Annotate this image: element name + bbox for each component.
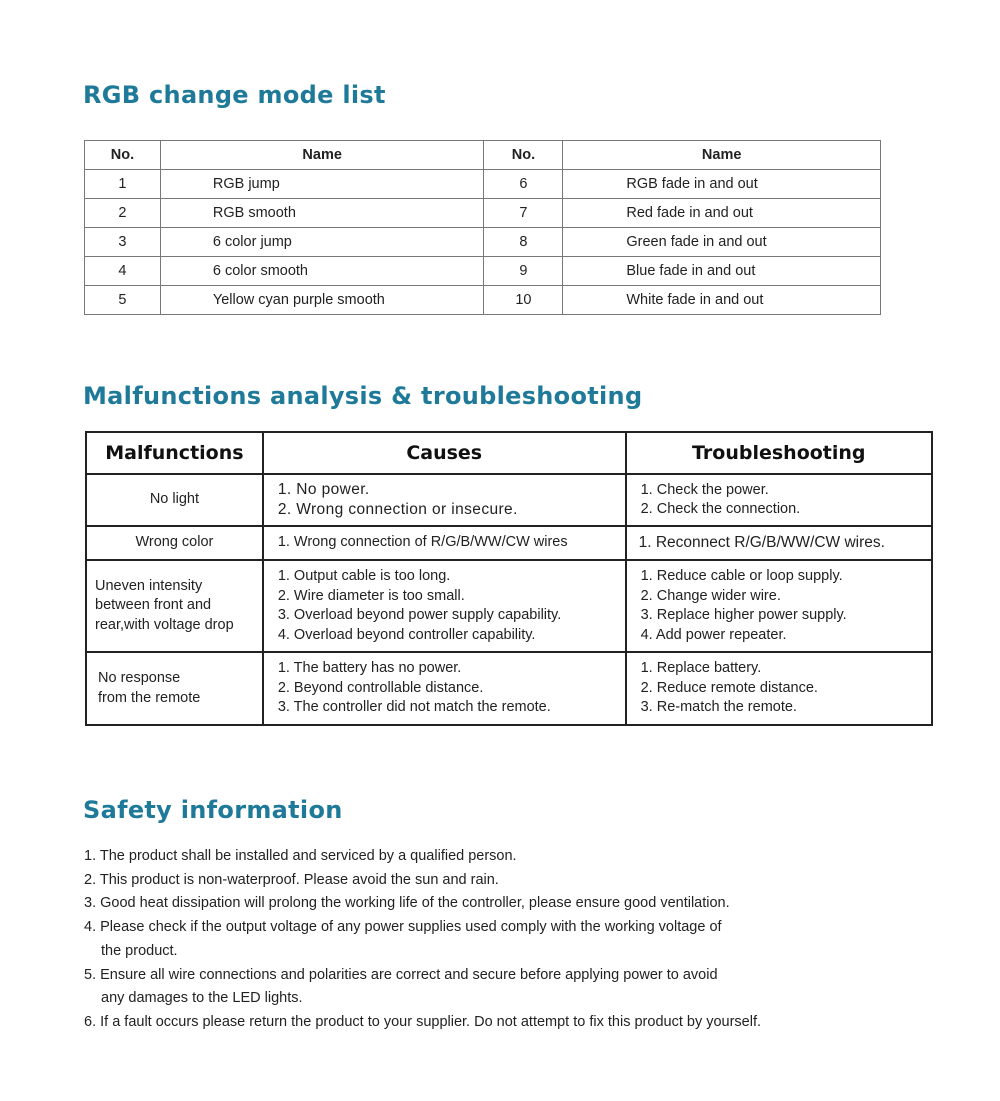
malfunction-cell <box>86 474 263 526</box>
mode-name: RGB jump <box>160 170 484 199</box>
malfunction-cell <box>86 560 263 652</box>
fix-cell <box>626 474 932 526</box>
list-item <box>84 1011 914 1035</box>
safety-text: 3. Good heat dissipation will prolong the working life of the controller, please ensure good ventilation. <box>84 895 730 912</box>
table-row <box>86 474 932 526</box>
table-header-row <box>85 141 881 170</box>
fix-text: 4. Add power repeater. <box>640 626 787 643</box>
cause-text: 1. Wrong connection of R/G/B/WW/CW wires <box>277 534 568 551</box>
fix-text: 3. Re-match the remote. <box>640 699 797 716</box>
mode-name: White fade in and out <box>563 286 881 315</box>
header-no: No. <box>484 141 563 170</box>
mode-name: RGB fade in and out <box>563 170 881 199</box>
malfunction-cell <box>86 652 263 725</box>
mode-name: 6 color jump <box>160 228 484 257</box>
table-row <box>85 257 881 286</box>
list-item <box>84 892 914 916</box>
malfunction-text: from the remote <box>98 689 201 706</box>
safety-title: Safety information <box>83 796 343 824</box>
table-row <box>85 228 881 257</box>
fix-cell <box>626 526 932 560</box>
fix-text: 2. Reduce remote distance. <box>640 679 818 696</box>
safety-text: 6. If a fault occurs please return the product to your supplier. Do not attempt to fix this product by yourself. <box>84 1013 762 1030</box>
cause-cell <box>263 474 626 526</box>
malfunction-text: No light <box>149 491 199 508</box>
malfunction-cell <box>86 526 263 560</box>
mode-number: 2 <box>85 199 161 228</box>
cause-text: 1. No power. <box>277 481 370 498</box>
cause-cell <box>263 560 626 652</box>
mode-name: Red fade in and out <box>563 199 881 228</box>
troubleshooting-table <box>85 431 933 726</box>
mode-number: 1 <box>85 170 161 199</box>
mode-number: 5 <box>85 286 161 315</box>
cause-text: 3. Overload beyond power supply capability. <box>277 607 562 623</box>
mode-name: Yellow cyan purple smooth <box>160 286 484 315</box>
safety-list <box>84 845 914 1035</box>
fix-text: 1. Check the power. <box>640 481 769 498</box>
fix-text: 3. Replace higher power supply. <box>640 607 847 623</box>
table-row <box>86 526 932 560</box>
table-row <box>85 286 881 315</box>
malfunction-text: rear,with voltage drop <box>95 616 234 633</box>
cause-cell <box>263 652 626 725</box>
malfunction-text: Uneven intensity <box>95 577 203 594</box>
header-troubleshooting: Troubleshooting <box>626 432 932 474</box>
safety-text: 5. Ensure all wire connections and polarities are correct and secure before applying power to avoid <box>84 966 718 983</box>
mode-number: 8 <box>484 228 563 257</box>
fix-text: 1. Reconnect R/G/B/WW/CW wires. <box>638 534 885 552</box>
mode-number: 10 <box>484 286 563 315</box>
table-row <box>85 199 881 228</box>
header-malfunctions: Malfunctions <box>86 432 263 474</box>
fix-cell <box>626 652 932 725</box>
mode-number: 4 <box>85 257 161 286</box>
mode-number: 6 <box>484 170 563 199</box>
fix-text: 2. Change wider wire. <box>640 587 781 604</box>
mode-name: Green fade in and out <box>563 228 881 257</box>
table-header-row <box>86 432 932 474</box>
list-item <box>84 845 914 869</box>
cause-text: 3. The controller did not match the remote. <box>277 699 551 716</box>
malfunction-text: Wrong color <box>135 534 214 551</box>
fix-text: 1. Replace battery. <box>640 660 762 677</box>
malfunction-text: between front and <box>95 597 212 614</box>
fix-cell <box>626 560 932 652</box>
cause-text: 2. Beyond controllable distance. <box>277 679 484 696</box>
malfunction-title: Malfunctions analysis & troubleshooting <box>83 382 643 410</box>
fix-text: 1. Reduce cable or loop supply. <box>640 568 843 584</box>
safety-text-continued: the product. <box>101 942 178 959</box>
safety-text: 1. The product shall be installed and serviced by a qualified person. <box>84 848 517 864</box>
mode-name: 6 color smooth <box>160 257 484 286</box>
mode-name: Blue fade in and out <box>563 257 881 286</box>
cause-text: 2. Wrong connection or insecure. <box>277 501 518 518</box>
mode-number: 7 <box>484 199 563 228</box>
cause-text: 1. The battery has no power. <box>277 660 462 677</box>
list-item <box>84 916 914 963</box>
mode-name: RGB smooth <box>160 199 484 228</box>
header-no: No. <box>85 141 161 170</box>
mode-number: 9 <box>484 257 563 286</box>
header-causes: Causes <box>263 432 626 474</box>
cause-text: 1. Output cable is too long. <box>277 568 451 584</box>
malfunction-text: No response <box>98 670 181 686</box>
safety-text: 2. This product is non-waterproof. Please avoid the sun and rain. <box>84 871 499 888</box>
rgb-mode-title: RGB change mode list <box>83 81 386 109</box>
cause-text: 4. Overload beyond controller capability. <box>277 626 536 643</box>
table-row <box>86 560 932 652</box>
safety-text: 4. Please check if the output voltage of any power supplies used comply with the working voltage of <box>84 919 722 936</box>
list-item <box>84 869 914 893</box>
safety-text-continued: any damages to the LED lights. <box>101 990 303 1007</box>
header-name: Name <box>563 141 881 170</box>
cause-cell <box>263 526 626 560</box>
rgb-mode-table <box>84 140 881 315</box>
mode-number: 3 <box>85 228 161 257</box>
cause-text: 2. Wire diameter is too small. <box>277 587 465 604</box>
table-row <box>86 652 932 725</box>
list-item <box>84 964 914 1011</box>
header-name: Name <box>160 141 484 170</box>
fix-text: 2. Check the connection. <box>640 501 801 517</box>
table-row <box>85 170 881 199</box>
